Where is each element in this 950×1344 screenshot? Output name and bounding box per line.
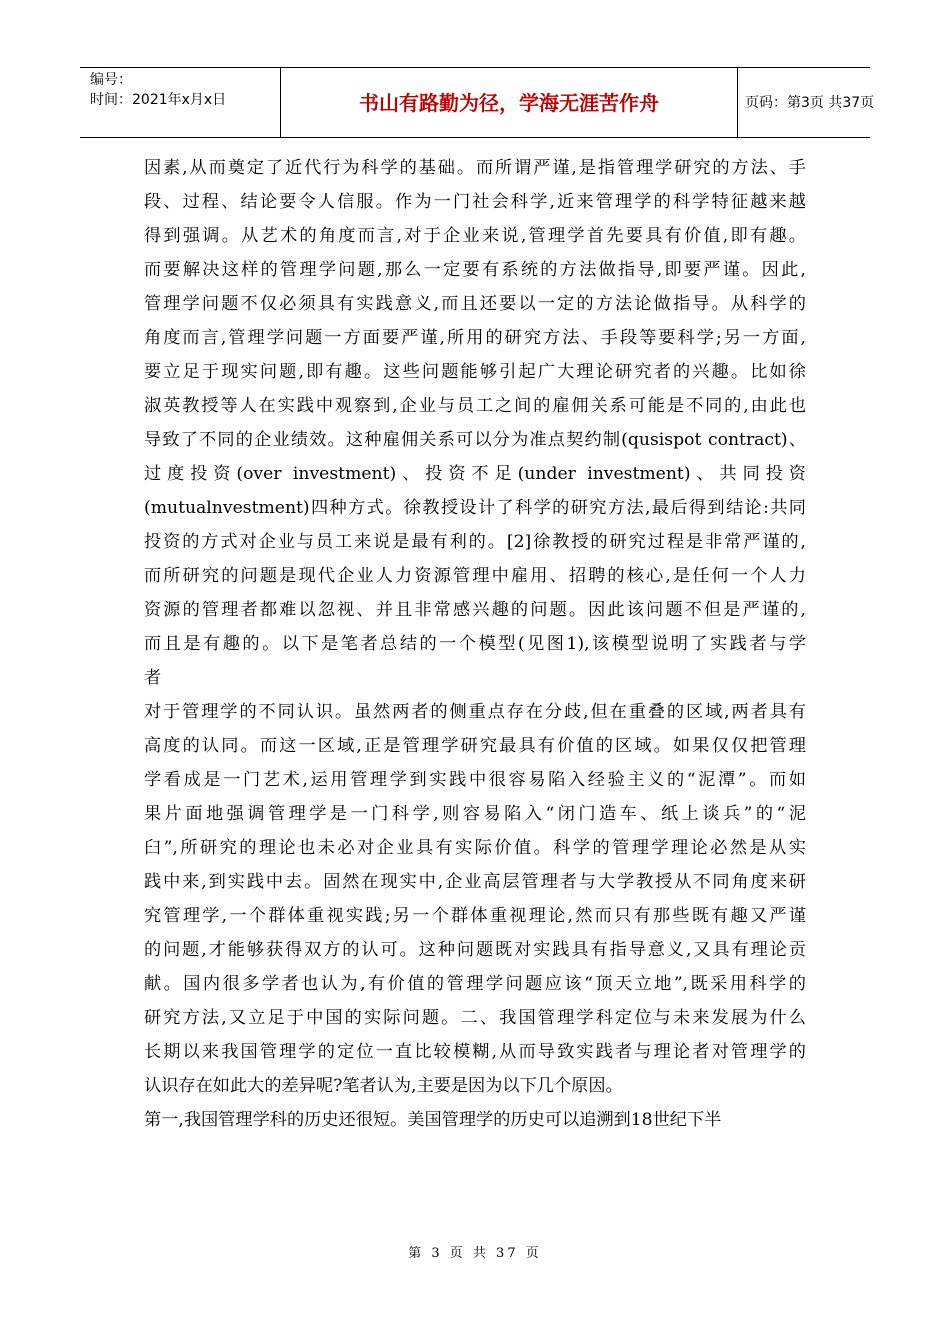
text-line: 献。国内很多学者也认为,有价值的管理学问题应该“顶天立地”,既采用科学的 [144, 974, 806, 994]
text-line: 践中来,到实践中去。固然在现实中,企业高层管理者与大学教授从不同角度来研 [144, 872, 806, 892]
page-header [80, 67, 875, 138]
text-line: (mutualnvestment)四种方式。徐教授设计了科学的研究方法,最后得到结论:共同 [144, 498, 806, 518]
text-line: 资源的管理者都难以忽视、并且非常感兴趣的问题。因此该问题不但是严谨的, [144, 600, 806, 620]
text-line: 第一,我国管理学科的历史还很短。美国管理学的历史可以追溯到18世纪下半 [144, 1110, 722, 1130]
text-line: 过度投资(over investment)、投资不足(under investment)、共同投资 [144, 464, 806, 484]
page-footer: 第 3 页 共 37 页 [408, 1246, 542, 1261]
text-line: 而要解决这样的管理学问题,那么一定要有系统的方法做指导,即要严谨。因此, [144, 260, 806, 280]
text-line: 长期以来我国管理学的定位一直比较模糊,从而导致实践者与理论者对管理学的 [144, 1042, 806, 1062]
text-line: 得到强调。从艺术的角度而言,对于企业来说,管理学首先要具有价值,即有趣。 [144, 226, 806, 246]
text-line: 而所研究的问题是现代企业人力资源管理中雇用、招聘的核心,是任何一个人力 [144, 566, 806, 586]
text-line: 的问题,才能够获得双方的认可。这种问题既对实践具有指导意义,又具有理论贡 [144, 940, 806, 960]
text-line: 学看成是一门艺术,运用管理学到实践中很容易陷入经验主义的“泥潭”。而如 [144, 770, 806, 790]
text-line: 对于管理学的不同认识。虽然两者的侧重点存在分歧,但在重叠的区域,两者具有 [144, 702, 806, 722]
text-line: 而且是有趣的。以下是笔者总结的一个模型(见图1),该模型说明了实践者与学 [144, 634, 806, 654]
text-line: 因素,从而奠定了近代行为科学的基础。而所谓严谨,是指管理学研究的方法、手 [144, 158, 806, 178]
text-line: 导致了不同的企业绩效。这种雇佣关系可以分为准点契约制(qusispot contract)、 [144, 430, 806, 450]
text-line: 要立足于现实问题,即有趣。这些问题能够引起广大理论研究者的兴趣。比如徐 [144, 362, 806, 382]
text-line: 段、过程、结论要令人信服。作为一门社会科学,近来管理学的科学特征越来越 [144, 192, 806, 212]
text-line: 究管理学,一个群体重视实践;另一个群体重视理论,然而只有那些既有趣又严谨 [144, 906, 806, 926]
text-line: 淑英教授等人在实践中观察到,企业与员工之间的雇佣关系可能是不同的,由此也 [144, 396, 806, 416]
text-line: 管理学问题不仅必须具有实践意义,而且还要以一定的方法论做指导。从科学的 [144, 294, 806, 314]
header-slogan: 书山有路勤为径，学海无涯苦作舟 [359, 91, 659, 115]
document-number-label: 编号： [90, 72, 132, 88]
text-line: 研究方法,又立足于中国的实际问题。二、我国管理学科定位与未来发展为什么 [144, 1008, 806, 1028]
header-slogan-cell [280, 68, 738, 137]
text-line: 认识存在如此大的差异呢?笔者认为,主要是因为以下几个原因。 [144, 1076, 623, 1096]
text-line: 臼”,所研究的理论也未必对企业具有实际价值。科学的管理学理论必然是从实 [144, 838, 806, 858]
text-line: 果片面地强调管理学是一门科学,则容易陷入“闭门造车、纸上谈兵”的“泥 [144, 804, 806, 824]
document-body [144, 151, 806, 1137]
header-page-cell [737, 68, 875, 137]
header-meta-cell [80, 68, 280, 137]
text-line: 者 [144, 668, 162, 688]
header-page-info: 页码：第3页 共37页 [745, 95, 875, 111]
document-date-label: 时间：2021年x月x日 [90, 92, 227, 108]
text-line: 高度的认同。而这一区域,正是管理学研究最具有价值的区域。如果仅仅把管理 [144, 736, 806, 756]
text-line: 角度而言,管理学问题一方面要严谨,所用的研究方法、手段等要科学;另一方面, [144, 328, 806, 348]
text-line: 投资的方式对企业与员工来说是最有利的。[2]徐教授的研究过程是非常严谨的, [144, 532, 806, 552]
